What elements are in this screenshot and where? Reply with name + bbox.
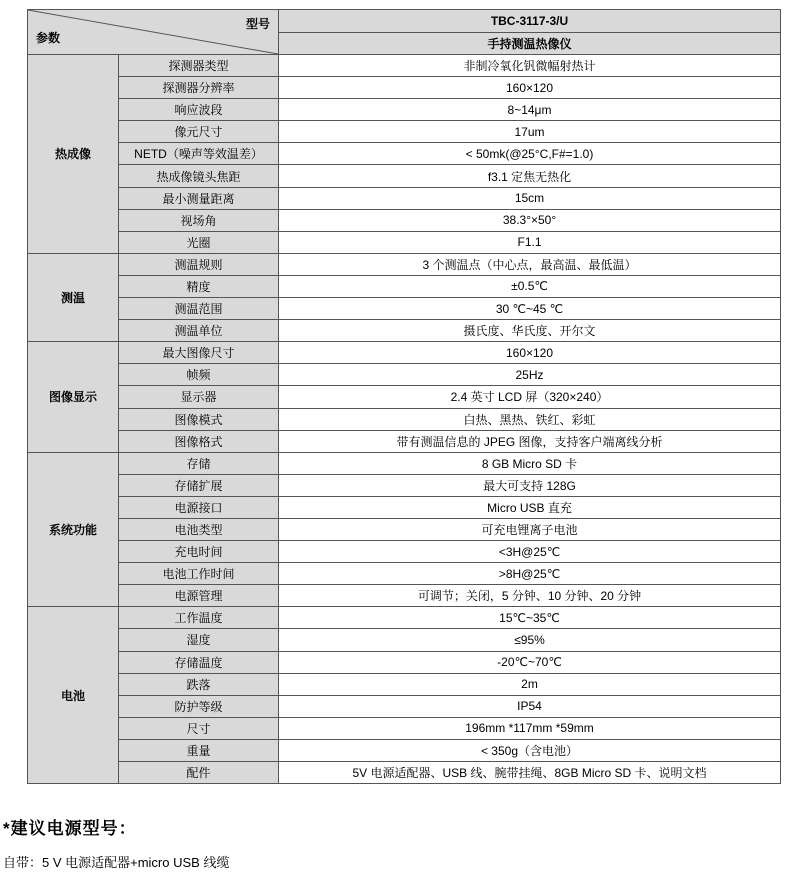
header-row [28, 10, 781, 33]
value-cell: 15cm [279, 187, 781, 209]
spec-row [28, 563, 781, 585]
value-cell: ≤95% [279, 629, 781, 651]
spec-row [28, 298, 781, 320]
param-cell: NETD（噪声等效温差） [119, 143, 279, 165]
param-cell: 帧频 [119, 364, 279, 386]
value-cell: 160×120 [279, 77, 781, 99]
param-cell: 图像模式 [119, 408, 279, 430]
value-cell: 可调节；关闭，5 分钟、10 分钟、20 分钟 [279, 585, 781, 607]
value-cell: 2.4 英寸 LCD 屏（320×240） [279, 386, 781, 408]
value-cell: Micro USB 直充 [279, 496, 781, 518]
value-cell: 25Hz [279, 364, 781, 386]
param-cell: 防护等级 [119, 695, 279, 717]
param-cell: 视场角 [119, 209, 279, 231]
spec-row [28, 541, 781, 563]
value-cell: 非制冷氧化钒微幅射热计 [279, 55, 781, 77]
param-cell: 探测器分辨率 [119, 77, 279, 99]
spec-row [28, 452, 781, 474]
param-cell: 充电时间 [119, 541, 279, 563]
category-cell: 热成像 [28, 55, 119, 254]
value-cell: 摄氏度、华氏度、开尔文 [279, 320, 781, 342]
spec-row [28, 99, 781, 121]
param-cell: 电源接口 [119, 496, 279, 518]
param-cell: 热成像镜头焦距 [119, 165, 279, 187]
model-name: TBC-3117-3/U [279, 10, 781, 33]
param-cell: 存储温度 [119, 651, 279, 673]
param-cell: 测温单位 [119, 320, 279, 342]
category-cell: 测温 [28, 253, 119, 341]
param-cell: 像元尺寸 [119, 121, 279, 143]
spec-row [28, 187, 781, 209]
spec-row [28, 55, 781, 77]
spec-row [28, 342, 781, 364]
power-note-title: *建议电源型号： [3, 819, 137, 838]
header-diagonal-cell [28, 10, 279, 55]
param-cell: 配件 [119, 762, 279, 784]
value-cell: 白热、黑热、铁红、彩虹 [279, 408, 781, 430]
param-cell: 尺寸 [119, 717, 279, 739]
param-cell: 电池工作时间 [119, 563, 279, 585]
spec-row [28, 474, 781, 496]
param-label: 参数 [36, 31, 61, 45]
spec-row [28, 585, 781, 607]
spec-row [28, 496, 781, 518]
param-cell: 湿度 [119, 629, 279, 651]
value-cell: F1.1 [279, 231, 781, 253]
param-cell: 存储 [119, 452, 279, 474]
spec-row [28, 607, 781, 629]
param-cell: 光圈 [119, 231, 279, 253]
value-cell: f3.1 定焦无热化 [279, 165, 781, 187]
category-cell: 系统功能 [28, 452, 119, 607]
value-cell: < 50mk(@25°C,F#=1.0) [279, 143, 781, 165]
category-cell: 图像显示 [28, 342, 119, 452]
value-cell: 8 GB Micro SD 卡 [279, 452, 781, 474]
value-cell: 17um [279, 121, 781, 143]
value-cell: 30 ℃~45 ℃ [279, 298, 781, 320]
power-note-line: 自带：5 V 电源适配器+micro USB 线缆 [3, 855, 230, 870]
param-cell: 电池类型 [119, 518, 279, 540]
spec-row [28, 739, 781, 761]
spec-row [28, 165, 781, 187]
spec-row [28, 673, 781, 695]
spec-row [28, 430, 781, 452]
param-cell: 重量 [119, 739, 279, 761]
diagonal-line [28, 10, 278, 54]
param-cell: 测温规则 [119, 253, 279, 275]
param-cell: 工作温度 [119, 607, 279, 629]
value-cell: 2m [279, 673, 781, 695]
product-type: 手持测温热像仪 [279, 32, 781, 55]
param-cell: 响应波段 [119, 99, 279, 121]
value-cell: 3 个测温点（中心点，最高温、最低温） [279, 253, 781, 275]
param-cell: 最大图像尺寸 [119, 342, 279, 364]
param-cell: 图像格式 [119, 430, 279, 452]
spec-row [28, 762, 781, 784]
spec-row [28, 629, 781, 651]
spec-row [28, 695, 781, 717]
value-cell: 160×120 [279, 342, 781, 364]
value-cell: < 350g（含电池） [279, 739, 781, 761]
param-cell: 测温范围 [119, 298, 279, 320]
value-cell: IP54 [279, 695, 781, 717]
spec-row [28, 77, 781, 99]
param-cell: 显示器 [119, 386, 279, 408]
value-cell: -20℃~70℃ [279, 651, 781, 673]
value-cell: 5V 电源适配器、USB 线、腕带挂绳、8GB Micro SD 卡、说明文档 [279, 762, 781, 784]
model-label: 型号 [245, 17, 270, 31]
spec-table [27, 9, 781, 784]
value-cell: <3H@25℃ [279, 541, 781, 563]
spec-row [28, 275, 781, 297]
param-cell: 跌落 [119, 673, 279, 695]
spec-row [28, 364, 781, 386]
param-cell: 存储扩展 [119, 474, 279, 496]
value-cell: 可充电锂离子电池 [279, 518, 781, 540]
value-cell: 8~14μm [279, 99, 781, 121]
value-cell: 15℃~35℃ [279, 607, 781, 629]
spec-row [28, 231, 781, 253]
value-cell: 196mm *117mm *59mm [279, 717, 781, 739]
spec-row [28, 209, 781, 231]
param-cell: 最小测量距离 [119, 187, 279, 209]
value-cell: >8H@25℃ [279, 563, 781, 585]
spec-row [28, 143, 781, 165]
value-cell: 带有测温信息的 JPEG 图像，支持客户端离线分析 [279, 430, 781, 452]
spec-table-body [28, 10, 781, 784]
spec-row [28, 717, 781, 739]
spec-row [28, 320, 781, 342]
param-cell: 电源管理 [119, 585, 279, 607]
value-cell: 最大可支持 128G [279, 474, 781, 496]
param-cell: 探测器类型 [119, 55, 279, 77]
category-cell: 电池 [28, 607, 119, 784]
spec-row [28, 651, 781, 673]
param-cell: 精度 [119, 275, 279, 297]
spec-row [28, 408, 781, 430]
spec-row [28, 253, 781, 275]
value-cell: 38.3°×50° [279, 209, 781, 231]
spec-row [28, 518, 781, 540]
spec-row [28, 386, 781, 408]
value-cell: ±0.5℃ [279, 275, 781, 297]
spec-row [28, 121, 781, 143]
